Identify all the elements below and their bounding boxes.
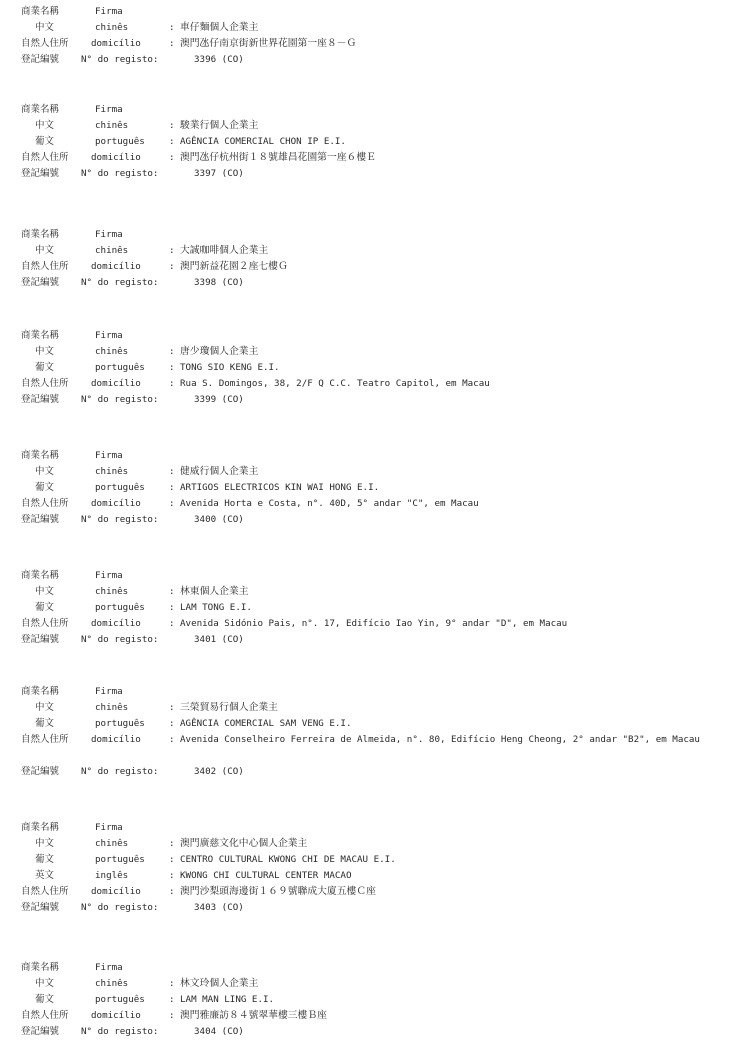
colon: :	[169, 346, 175, 357]
colon: :	[169, 602, 175, 613]
register-label-zh: 登記編號	[21, 168, 60, 179]
firma-label-pt: Firma	[95, 229, 123, 240]
chinese-label-zh: 中文	[35, 245, 55, 256]
domicile-value: 澳門氹仔杭州街１８號雄昌花園第一座６樓Ｅ	[180, 152, 376, 163]
colon: :	[169, 718, 175, 729]
portuguese-name: AGÊNCIA COMERCIAL CHON IP E.I.	[180, 136, 346, 147]
portuguese-name: ARTIGOS ELECTRICOS KIN WAI HONG E.I.	[180, 482, 380, 493]
firma-label-pt: Firma	[95, 450, 123, 461]
colon: :	[169, 120, 175, 131]
chinese-label-pt: chinês	[95, 120, 129, 131]
english-name: KWONG CHI CULTURAL CENTER MACAO	[180, 870, 352, 881]
firma-label-pt: Firma	[95, 6, 123, 17]
domicile-value: Avenida Sidónio Pais, n°. 17, Edifício Iao Yin, 9° andar "D", em Macau	[180, 618, 568, 629]
portuguese-name: LAM TONG E.I.	[180, 602, 252, 613]
portuguese-label-zh: 葡文	[35, 482, 55, 493]
chinese-name: 大誠咖啡個人企業主	[180, 245, 269, 256]
colon: :	[169, 586, 175, 597]
portuguese-label-pt: português	[95, 602, 145, 613]
domicile-value: Rua S. Domingos, 38, 2/F Q C.C. Teatro Capitol, em Macau	[180, 378, 490, 389]
portuguese-label-zh: 葡文	[35, 718, 55, 729]
portuguese-label-pt: português	[95, 362, 145, 373]
firma-label-pt: Firma	[95, 570, 123, 581]
domicile-label-pt: domicílio	[91, 886, 141, 897]
domicile-label-zh: 自然人住所	[21, 38, 69, 49]
chinese-label-zh: 中文	[35, 346, 55, 357]
chinese-label-zh: 中文	[35, 978, 55, 989]
register-label-pt: N° do registo:	[81, 168, 159, 179]
chinese-label-pt: chinês	[95, 245, 129, 256]
firma-label-zh: 商業名稱	[21, 104, 60, 115]
register-label-zh: 登記編號	[21, 394, 60, 405]
portuguese-label-zh: 葡文	[35, 602, 55, 613]
register-number: 3399 (CO)	[194, 394, 244, 405]
firma-label-zh: 商業名稱	[21, 6, 60, 17]
portuguese-label-pt: português	[95, 482, 145, 493]
portuguese-label-zh: 葡文	[35, 854, 55, 865]
domicile-label-pt: domicílio	[91, 261, 141, 272]
firma-label-zh: 商業名稱	[21, 330, 60, 341]
chinese-label-pt: chinês	[95, 466, 129, 477]
colon: :	[169, 618, 175, 629]
chinese-name: 澳門廣慈文化中心個人企業主	[180, 838, 308, 849]
chinese-label-pt: chinês	[95, 586, 129, 597]
registry-entry	[21, 820, 721, 916]
registry-entry	[21, 227, 721, 291]
firma-label-zh: 商業名稱	[21, 229, 60, 240]
colon: :	[169, 886, 175, 897]
colon: :	[169, 702, 175, 713]
firma-label-pt: Firma	[95, 962, 123, 973]
portuguese-label-pt: português	[95, 854, 145, 865]
register-number: 3401 (CO)	[194, 634, 244, 645]
domicile-label-pt: domicílio	[91, 1010, 141, 1021]
firma-label-pt: Firma	[95, 686, 123, 697]
domicile-label-pt: domicílio	[91, 734, 141, 745]
domicile-label-pt: domicílio	[91, 152, 141, 163]
chinese-label-pt: chinês	[95, 346, 129, 357]
domicile-label-pt: domicílio	[91, 498, 141, 509]
domicile-label-zh: 自然人住所	[21, 261, 69, 272]
register-number: 3402 (CO)	[194, 766, 244, 777]
register-label-zh: 登記編號	[21, 514, 60, 525]
portuguese-name: CENTRO CULTURAL KWONG CHI DE MACAU E.I.	[180, 854, 396, 865]
firma-label-zh: 商業名稱	[21, 962, 60, 973]
register-label-zh: 登記編號	[21, 634, 60, 645]
domicile-label-zh: 自然人住所	[21, 618, 69, 629]
domicile-label-zh: 自然人住所	[21, 734, 69, 745]
colon: :	[169, 978, 175, 989]
colon: :	[169, 498, 175, 509]
register-label-pt: N° do registo:	[81, 54, 159, 65]
colon: :	[169, 482, 175, 493]
colon: :	[169, 22, 175, 33]
chinese-label-pt: chinês	[95, 22, 129, 33]
register-label-pt: N° do registo:	[81, 514, 159, 525]
register-label-pt: N° do registo:	[81, 902, 159, 913]
chinese-name: 車仔麵個人企業主	[180, 22, 259, 33]
colon: :	[169, 136, 175, 147]
colon: :	[169, 152, 175, 163]
register-label-zh: 登記編號	[21, 277, 60, 288]
portuguese-label-pt: português	[95, 718, 145, 729]
domicile-label-zh: 自然人住所	[21, 378, 69, 389]
registry-entry	[21, 4, 721, 68]
register-label-zh: 登記編號	[21, 766, 60, 777]
chinese-label-zh: 中文	[35, 586, 55, 597]
colon: :	[169, 870, 175, 881]
domicile-label-zh: 自然人住所	[21, 498, 69, 509]
colon: :	[169, 245, 175, 256]
portuguese-name: LAM MAN LING E.I.	[180, 994, 275, 1005]
chinese-name: 林東個人企業主	[180, 586, 249, 597]
firma-label-pt: Firma	[95, 822, 123, 833]
colon: :	[169, 838, 175, 849]
register-number: 3396 (CO)	[194, 54, 244, 65]
firma-label-zh: 商業名稱	[21, 822, 60, 833]
registry-entry	[21, 684, 721, 780]
domicile-label-pt: domicílio	[91, 378, 141, 389]
colon: :	[169, 466, 175, 477]
portuguese-label-zh: 葡文	[35, 136, 55, 147]
english-label-pt: inglês	[95, 870, 129, 881]
portuguese-label-pt: português	[95, 994, 145, 1005]
register-number: 3397 (CO)	[194, 168, 244, 179]
domicile-value: Avenida Conselheiro Ferreira de Almeida, n°. 80, Edifício Heng Cheong, 2° andar "B2", em Macau	[180, 734, 700, 745]
register-label-pt: N° do registo:	[81, 277, 159, 288]
portuguese-name: TONG SIO KENG E.I.	[180, 362, 280, 373]
chinese-label-pt: chinês	[95, 702, 129, 713]
domicile-value: 澳門雅廉訪８４號翠華樓三樓Ｂ座	[180, 1010, 327, 1021]
register-label-zh: 登記編號	[21, 902, 60, 913]
domicile-label-pt: domicílio	[91, 618, 141, 629]
colon: :	[169, 994, 175, 1005]
register-number: 3404 (CO)	[194, 1026, 244, 1037]
register-number: 3398 (CO)	[194, 277, 244, 288]
colon: :	[169, 378, 175, 389]
registry-entry	[21, 960, 721, 1040]
registry-entry	[21, 568, 721, 648]
domicile-label-pt: domicílio	[91, 38, 141, 49]
chinese-name: 林文玲個人企業主	[180, 978, 259, 989]
domicile-value: 澳門新益花園２座七樓Ｇ	[180, 261, 288, 272]
chinese-name: 唐少瓊個人企業主	[180, 346, 259, 357]
domicile-label-zh: 自然人住所	[21, 886, 69, 897]
register-label-pt: N° do registo:	[81, 1026, 159, 1037]
english-label-zh: 英文	[35, 870, 55, 881]
chinese-label-pt: chinês	[95, 838, 129, 849]
register-label-zh: 登記編號	[21, 1026, 60, 1037]
firma-label-zh: 商業名稱	[21, 450, 60, 461]
registry-entry	[21, 328, 721, 408]
domicile-label-zh: 自然人住所	[21, 1010, 69, 1021]
firma-label-zh: 商業名稱	[21, 686, 60, 697]
registry-entry	[21, 448, 721, 528]
portuguese-label-zh: 葡文	[35, 994, 55, 1005]
register-label-pt: N° do registo:	[81, 634, 159, 645]
portuguese-name: AGÊNCIA COMERCIAL SAM VENG E.I.	[180, 718, 352, 729]
chinese-label-zh: 中文	[35, 838, 55, 849]
colon: :	[169, 261, 175, 272]
chinese-label-zh: 中文	[35, 702, 55, 713]
chinese-label-zh: 中文	[35, 120, 55, 131]
portuguese-label-zh: 葡文	[35, 362, 55, 373]
firma-label-pt: Firma	[95, 104, 123, 115]
register-label-pt: N° do registo:	[81, 766, 159, 777]
domicile-value: 澳門氹仔南京街新世界花園第一座８－Ｇ	[180, 38, 357, 49]
registry-entry	[21, 102, 721, 182]
chinese-label-pt: chinês	[95, 978, 129, 989]
chinese-name: 駿業行個人企業主	[180, 120, 259, 131]
firma-label-pt: Firma	[95, 330, 123, 341]
register-number: 3403 (CO)	[194, 902, 244, 913]
domicile-value: 澳門沙梨頭海邊街１６９號聯成大廈五樓Ｃ座	[180, 886, 376, 897]
colon: :	[169, 1010, 175, 1021]
chinese-label-zh: 中文	[35, 466, 55, 477]
colon: :	[169, 38, 175, 49]
portuguese-label-pt: português	[95, 136, 145, 147]
colon: :	[169, 362, 175, 373]
chinese-name: 健威行個人企業主	[180, 466, 259, 477]
firma-label-zh: 商業名稱	[21, 570, 60, 581]
domicile-value: Avenida Horta e Costa, n°. 40D, 5° andar "C", em Macau	[180, 498, 479, 509]
chinese-label-zh: 中文	[35, 22, 55, 33]
domicile-label-zh: 自然人住所	[21, 152, 69, 163]
register-label-zh: 登記編號	[21, 54, 60, 65]
colon: :	[169, 734, 175, 745]
chinese-name: 三榮貿易行個人企業主	[180, 702, 278, 713]
register-label-pt: N° do registo:	[81, 394, 159, 405]
colon: :	[169, 854, 175, 865]
register-number: 3400 (CO)	[194, 514, 244, 525]
